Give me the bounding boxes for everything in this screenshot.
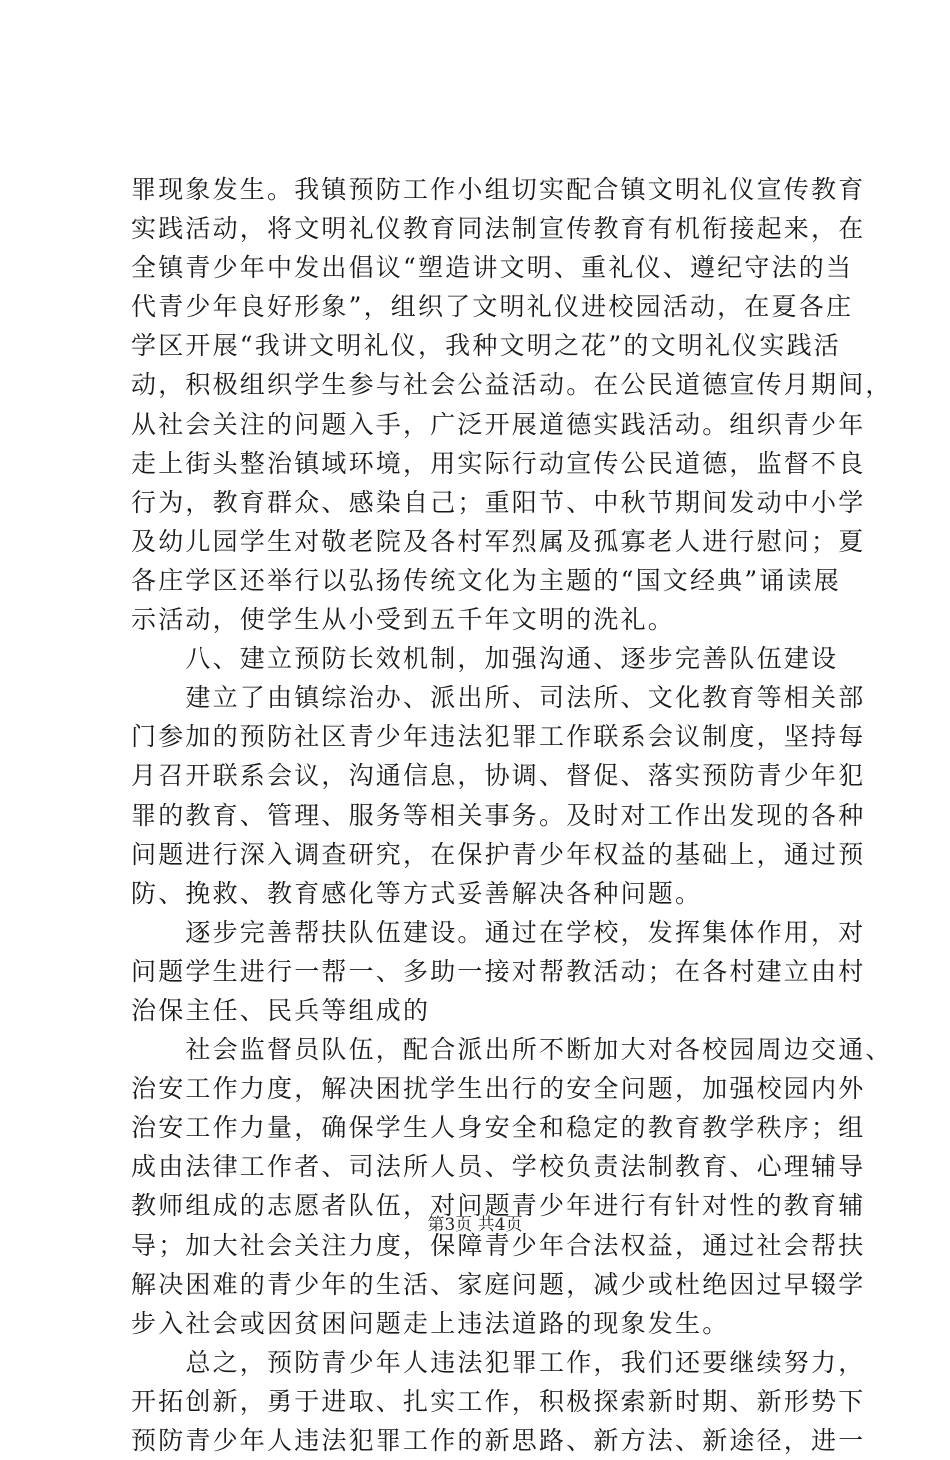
text-line: 治安工作力量，确保学生人身安全和稳定的教育教学秩序；组 (131, 1113, 866, 1143)
text-line: 社会监督员队伍，配合派出所不断加大对各校园周边交通、 (131, 1035, 893, 1065)
text-line: 步入社会或因贫困问题走上违法道路的现象发生。 (131, 1308, 730, 1338)
text-line: 开拓创新，勇于进取、扎实工作，积极探索新时期、新形势下 (131, 1386, 866, 1416)
text-line: 总之，预防青少年人违法犯罪工作，我们还要继续努力， (131, 1347, 866, 1377)
document-body (131, 170, 893, 1460)
text-line: 各庄学区还举行以弘扬传统文化为主题的“国文经典”诵读展 (131, 565, 841, 595)
text-line: 教师组成的志愿者队伍，对问题青少年进行有针对性的教育辅 (131, 1191, 866, 1221)
text-line: 走上街头整治镇域环境，用实际行动宣传公民道德，监督不良 (131, 448, 866, 478)
text-line: 从社会关注的问题入手，广泛开展道德实践活动。组织青少年 (131, 409, 866, 439)
text-line: 问题学生进行一帮一、多助一接对帮教活动；在各村建立由村 (131, 956, 866, 986)
text-line: 预防青少年人违法犯罪工作的新思路、新方法、新途径，进一 (131, 1426, 866, 1455)
text-line: 逐步完善帮扶队伍建设。通过在学校，发挥集体作用，对 (131, 917, 866, 947)
text-line: 治安工作力度，解决困扰学生出行的安全问题，加强校园内外 (131, 1074, 866, 1104)
text-line: 成由法律工作者、司法所人员、学校负责法制教育、心理辅导 (131, 1152, 866, 1182)
section-heading: 八、建立预防长效机制，加强沟通、逐步完善队伍建设 (131, 644, 839, 674)
text-line: 罪现象发生。我镇预防工作小组切实配合镇文明礼仪宣传教育 (131, 175, 866, 204)
text-line: 罪的教育、管理、服务等相关事务。及时对工作出发现的各种 (131, 800, 866, 830)
text-line: 治保主任、民兵等组成的 (131, 995, 431, 1025)
text-line: 实践活动，将文明礼仪教育同法制宣传教育有机衔接起来，在 (131, 214, 866, 244)
text-line: 门参加的预防社区青少年违法犯罪工作联系会议制度，坚持每 (131, 722, 866, 752)
text-line: 全镇青少年中发出倡议“塑造讲文明、重礼仪、遵纪守法的当 (131, 253, 854, 283)
text-line: 学区开展“我讲文明礼仪，我种文明之花”的文明礼仪实践活 (131, 331, 841, 361)
text-line: 防、挽救、教育感化等方式妥善解决各种问题。 (131, 878, 703, 908)
text-line: 解决困难的青少年的生活、家庭问题，减少或杜绝因过早辍学 (131, 1269, 866, 1299)
text-line: 问题进行深入调查研究，在保护青少年权益的基础上，通过预 (131, 839, 866, 869)
text-line: 及幼儿园学生对敬老院及各村军烈属及孤寡老人进行慰问；夏 (131, 526, 866, 556)
text-line: 代青少年良好形象”，组织了文明礼仪进校园活动，在夏各庄 (131, 292, 854, 322)
text-line: 动，积极组织学生参与社会公益活动。在公民道德宣传月期间， (131, 370, 893, 400)
text-line: 示活动，使学生从小受到五千年文明的洗礼。 (131, 605, 676, 635)
page-number-footer: 第3页 共4页 (427, 1215, 523, 1235)
text-line: 建立了由镇综治办、派出所、司法所、文化教育等相关部 (131, 683, 866, 713)
text-line: 导；加大社会关注力度，保障青少年合法权益，通过社会帮扶 (131, 1230, 866, 1260)
text-line: 行为，教育群众、感染自己；重阳节、中秋节期间发动中小学 (131, 487, 866, 517)
text-line: 月召开联系会议，沟通信息，协调、督促、落实预防青少年犯 (131, 761, 866, 791)
